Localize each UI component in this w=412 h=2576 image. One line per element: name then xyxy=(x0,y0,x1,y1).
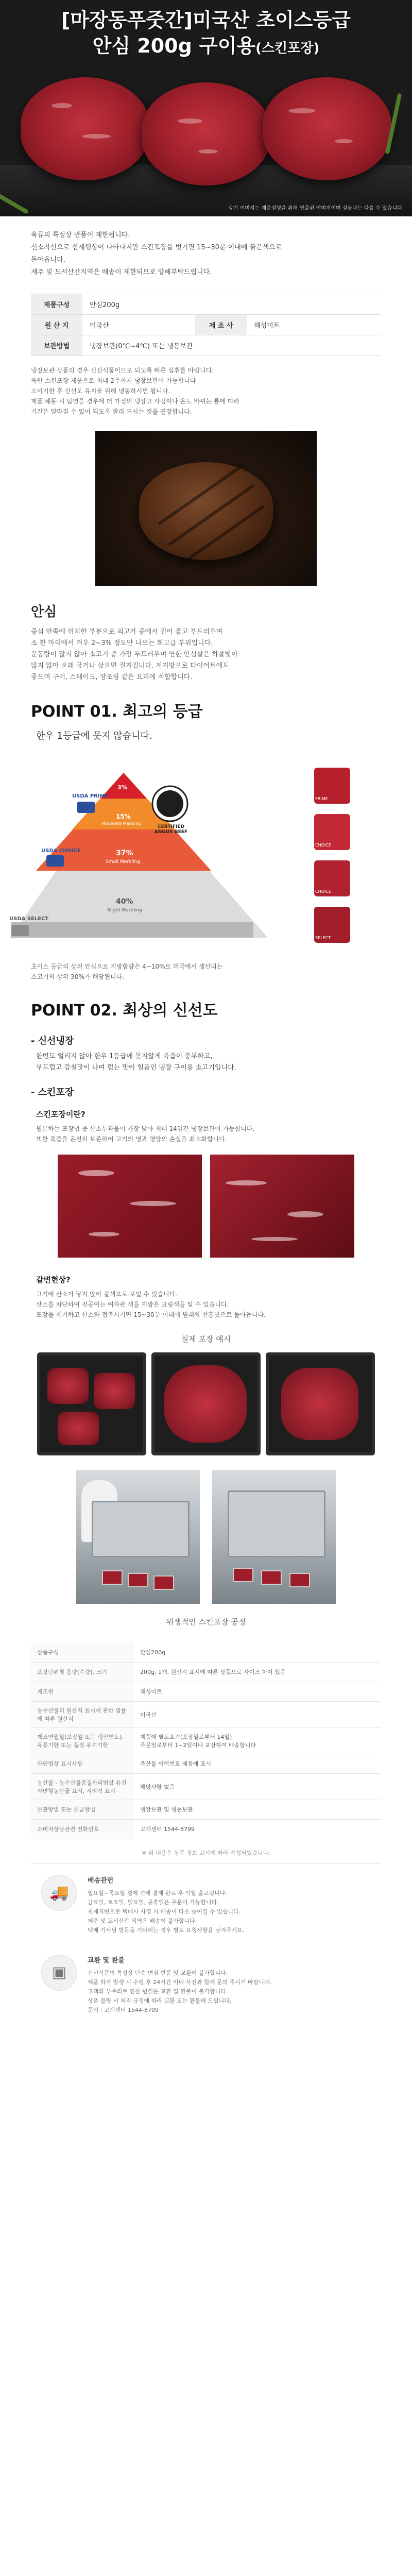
note-line: 냉장보관 상품의 경우 신선식품이므로 되도록 빠른 섭취를 바랍니다. xyxy=(31,367,214,374)
spec-notice: ※ 위 내용은 상품 정보 고시에 따라 작성되었습니다. xyxy=(142,1849,270,1856)
pct-15-sub: Moderate Marbling xyxy=(102,821,141,826)
storage-notes xyxy=(0,356,412,426)
grade-note-line: 소고기의 상위 30%가 해당됩니다. xyxy=(31,973,125,980)
note-line: 소비기한 후 신선도 유지를 위해 냉동하시면 됩니다. xyxy=(31,387,170,395)
package-example-images xyxy=(0,1349,412,1465)
spec-label: 상품구성 xyxy=(31,1642,134,1662)
steak-image-1 xyxy=(21,77,149,180)
table-row xyxy=(31,1727,381,1754)
grilled-steak-photo xyxy=(95,431,317,586)
spec-value: 냉장보관 및 냉동보관 xyxy=(134,1800,381,1819)
spec-value: 해성미트 xyxy=(134,1682,381,1701)
package-tray-2 xyxy=(151,1352,261,1455)
raw-meat-image-right xyxy=(210,1155,354,1258)
returns-line: 문의 : 고객센터 1544-8799 xyxy=(88,2006,159,2013)
table-row xyxy=(31,1773,381,1800)
spec-value: 고객센터 1544-8799 xyxy=(134,1819,381,1839)
usda-grade-pyramid xyxy=(0,752,412,958)
box-icon: ▣ xyxy=(41,1955,77,1991)
pct-37-label: 37% xyxy=(116,849,133,857)
hero-title-tag: (스킨포장) xyxy=(255,41,320,56)
shipping-info xyxy=(0,1863,412,1943)
cut-description xyxy=(0,623,412,688)
usda-prime-label: USDA PRIME xyxy=(72,793,109,799)
spec-label: 보관방법 또는 취급방법 xyxy=(31,1800,134,1819)
intro-notice xyxy=(0,216,412,284)
returns-line: 고객의 부주의로 인한 변질은 교환 및 환불이 불가합니다. xyxy=(88,1988,228,1995)
skin-heading: - 스킨포장 xyxy=(31,1087,74,1098)
spec-value: 200g, 1개, 원산지 표시에 따른 상품으로 사이즈 차이 있음 xyxy=(134,1662,381,1682)
spec-label: 농산물 - 농수산물품질관리법상 유전자변형농산물 표시, 지리적 표시 xyxy=(31,1773,134,1800)
product-spec-table xyxy=(31,1642,381,1839)
usda-prime-badge xyxy=(77,802,95,813)
packaging-process-photo-1 xyxy=(76,1470,200,1604)
swatch-label-4: SELECT xyxy=(315,936,331,940)
browning-line: 포장을 제거하고 산소와 접촉시키면 15~30분 이내에 원래의 선홍빛으로 돌아옵니다. xyxy=(36,1311,266,1318)
intro-line: 신소착신으로 섬세행상이 나타나지만 스킨포장을 벗기면 15~30분 이내에 붉은색으로 xyxy=(31,244,282,251)
spec-label: 소비자상담관련 전화번호 xyxy=(31,1819,134,1839)
spec-label: 관련법상 표시사항 xyxy=(31,1754,134,1773)
spec-label: 제조원 xyxy=(31,1682,134,1701)
cut-line: 운동량이 많지 않아 소고기 중 가장 부드러우며 연한 안심살은 하졸빛이 xyxy=(31,651,238,658)
pyramid-graphic xyxy=(0,752,412,958)
intro-line: 돌아옵니다. xyxy=(31,256,65,264)
table-row xyxy=(31,315,381,335)
cut-line: 중심 안쪽에 위치한 부분으로 최고가 중에서 질이 좋고 부드러우며 xyxy=(31,628,223,636)
hero-banner xyxy=(0,0,412,216)
table-row xyxy=(31,1701,381,1727)
shipping-line: 제주 및 도서산간 지역은 배송이 불가합니다. xyxy=(88,1917,197,1924)
note-line: 제품 해동 시 탑면을 경우에 더 가정의 냉장고 사정이나 온도 바뀌는 통에 따라 xyxy=(31,398,240,405)
packaging-process-caption: 위생적인 스킨포장 공정 xyxy=(166,1617,246,1626)
browning-line: 산소를 차단하여 진공이는 여자관 색을 지방은 크링색을 띨 수 있습니다. xyxy=(36,1301,229,1308)
usda-select-badge xyxy=(11,925,29,936)
swatch-label-2: CHOICE xyxy=(315,843,331,848)
cut-title: 안심 xyxy=(31,604,57,620)
pyramid-select-band xyxy=(11,922,253,938)
shipping-line: 월요일~목요일 결제 건에 결제 완료 후 익일 출고됩니다. xyxy=(88,1889,227,1896)
fresh-line: 부드럽고 감칠맛이 나며 럽는 맛이 일품인 냉장 구이용 소고기입니다. xyxy=(36,1064,236,1072)
info-value: 미국산 xyxy=(82,315,195,335)
info-value: 안심200g xyxy=(82,294,381,315)
package-tray-3 xyxy=(266,1352,375,1455)
grilled-steak xyxy=(139,462,273,560)
usda-choice-badge xyxy=(46,855,64,867)
skin-description xyxy=(0,1122,412,1146)
cut-line: 많지 않아 오래 굽거나 삶으면 질겨집니다. 저지방으로 다이어트에도 xyxy=(31,662,229,670)
intro-line: 제주 및 도서산간지역은 배송이 제한되므로 양해부탁드립니다. xyxy=(31,268,212,276)
info-label: 제품구성 xyxy=(31,294,82,315)
intro-line: 육류의 특성상 반품이 제한됩니다. xyxy=(31,231,130,239)
packaging-process-photo-2 xyxy=(212,1470,336,1604)
spec-label: 농수산물의 원산지 표시에 관한 법률에 따른 원산지 xyxy=(31,1701,134,1727)
package-tray-1 xyxy=(37,1352,146,1455)
skin-line: 원본하는 포장법 중 산소투과율이 가장 낮아 최대 14일간 냉장보관이 가능합니다. xyxy=(36,1125,255,1132)
point2-title: POINT 02. 최상의 신선도 xyxy=(31,1002,218,1020)
steak-image-2 xyxy=(142,82,270,185)
shipping-line: 금요일, 토요일, 일요일, 공휴일은 주문이 가능합니다. xyxy=(88,1899,219,1906)
browning-line: 고기에 산소가 닿지 않아 갈색으로 보일 수 있습니다. xyxy=(36,1291,177,1298)
table-row xyxy=(31,1662,381,1682)
grade-note xyxy=(0,958,412,987)
package-example-caption: 실제 포장 예시 xyxy=(181,1334,231,1344)
point1-subtitle: 한우 1등급에 못지 않습니다. xyxy=(36,731,152,741)
table-row xyxy=(31,1642,381,1662)
note-line: 육안 스킨포장 제품으로 최대 2주까지 냉장보관이 가능합니다 xyxy=(31,377,196,384)
swatch-label-1: PRIME xyxy=(315,796,328,801)
spec-label: 제조연월일(포장일 또는 생산연도), 유통기한 또는 품질 유지기한 xyxy=(31,1727,134,1754)
cut-line: 좋으며 구이, 스테이크, 장조림 같은 요리에 적합합니다. xyxy=(31,673,193,681)
table-row xyxy=(31,1819,381,1839)
table-row xyxy=(31,335,381,356)
spec-label: 포장단위별 용량(수량), 크기 xyxy=(31,1662,134,1682)
returns-info xyxy=(0,1943,412,2036)
hero-title-line1: [마장동푸줏간]미국산 초이스등급 xyxy=(61,9,351,31)
hero-caption: 상기 이미지는 제품설명을 위해 연출된 이미지이며 실물과는 다를 수 있습니다. xyxy=(228,206,404,211)
skin-question: 스킨포장이란? xyxy=(36,1110,85,1119)
skin-heading-text: 스킨포장 xyxy=(38,1087,74,1098)
swatch-label-3: CHOICE xyxy=(315,889,331,894)
point1-title: POINT 01. 최고의 등급 xyxy=(31,703,203,721)
returns-line: 제품 하자 발생 시 수령 후 24시간 이내 사진과 함께 문의 주시기 바랍니다. xyxy=(88,1978,271,1986)
product-info-table xyxy=(31,294,381,356)
table-row xyxy=(31,1682,381,1701)
usda-select-label: USDA SELECT xyxy=(9,916,49,922)
info-label: 원 산 지 xyxy=(31,315,82,335)
pct-40-sub: Slight Marbling xyxy=(107,908,142,913)
fresh-heading: - 신선냉장 xyxy=(31,1036,74,1046)
info-value: 냉장보관(0℃~4℃) 또는 냉동보관 xyxy=(82,335,381,356)
info-label: 제 조 사 xyxy=(195,315,247,335)
pct-top-label: 3% xyxy=(117,784,127,791)
skin-line: 또한 육즙을 온전히 보존하여 고기의 영과 영양의 손실을 최소화합니다. xyxy=(36,1136,227,1143)
cab-label: CERTIFIED ANGUS BEEF xyxy=(154,824,188,835)
returns-title: 교환 및 환불 xyxy=(88,1956,125,1964)
hero-title xyxy=(31,7,381,61)
usda-choice-label: USDA CHOICE xyxy=(41,848,81,854)
hero-title-line2: 안심 200g 구이용 xyxy=(92,35,256,57)
spec-value: 축산물 이력번호 제품에 표시 xyxy=(134,1754,381,1773)
shipping-line: 택배 기사님 방문을 기다리는 경우 별도 요청사항을 남겨주세요. xyxy=(88,1926,245,1934)
shipping-line: 천재지변으로 택배사 사정 시 배송이 다소 늦어질 수 있습니다. xyxy=(88,1908,241,1915)
spec-value: 해당사항 없음 xyxy=(134,1773,381,1800)
note-line: 기간은 달라질 수 있어 되도록 빨리 드시는 것을 권장합니다. xyxy=(31,408,192,415)
returns-line: 상품 불량 시 처리 규정에 따라 교환 또는 환불해 드립니다. xyxy=(88,1997,232,2004)
table-row xyxy=(31,1754,381,1773)
grade-note-line: 초이스 등급의 상위 안심으로 지방함량은 4~10%로 미국에서 생산되는 xyxy=(31,963,223,970)
pct-37-sub: Small Marbling xyxy=(106,859,140,865)
fresh-description xyxy=(0,1049,412,1076)
info-value: 해성미트 xyxy=(247,315,381,335)
steak-image-3 xyxy=(263,77,391,180)
info-label: 보관방법 xyxy=(31,335,82,356)
truck-icon: 🚚 xyxy=(41,1875,77,1911)
spec-value: 제품에 별도표기(포장일로부터 14일) 주문일로부터 1~2일이내 포장하여 배송합니다 xyxy=(134,1727,381,1754)
cab-seal-inner xyxy=(157,790,183,817)
fresh-heading-text: 신선냉장 xyxy=(38,1036,74,1046)
table-row xyxy=(31,1800,381,1819)
cut-line: 소 한 마리에서 겨우 2~3% 정도만 나오는 희고급 부위입니다. xyxy=(31,639,213,647)
pct-40-label: 40% xyxy=(116,897,133,906)
pct-15-label: 15% xyxy=(116,813,131,820)
spec-value: 미국산 xyxy=(134,1701,381,1727)
browning-question: 갈변현상? xyxy=(36,1275,71,1284)
table-row xyxy=(31,294,381,315)
packaging-process-images xyxy=(0,1465,412,1609)
browning-description xyxy=(0,1287,412,1322)
fresh-line: 한번도 얼리지 않아 한우 1등급에 못지않게 육즙이 풍부하고, xyxy=(36,1053,213,1060)
returns-line: 신선식품의 특성상 단순 변심 반품 및 교환이 불가합니다. xyxy=(88,1969,228,1976)
raw-meat-image-left xyxy=(58,1155,202,1258)
spec-value: 안심200g xyxy=(134,1642,381,1662)
meat-comparison-images xyxy=(0,1146,412,1266)
shipping-title: 배송관련 xyxy=(88,1876,114,1885)
